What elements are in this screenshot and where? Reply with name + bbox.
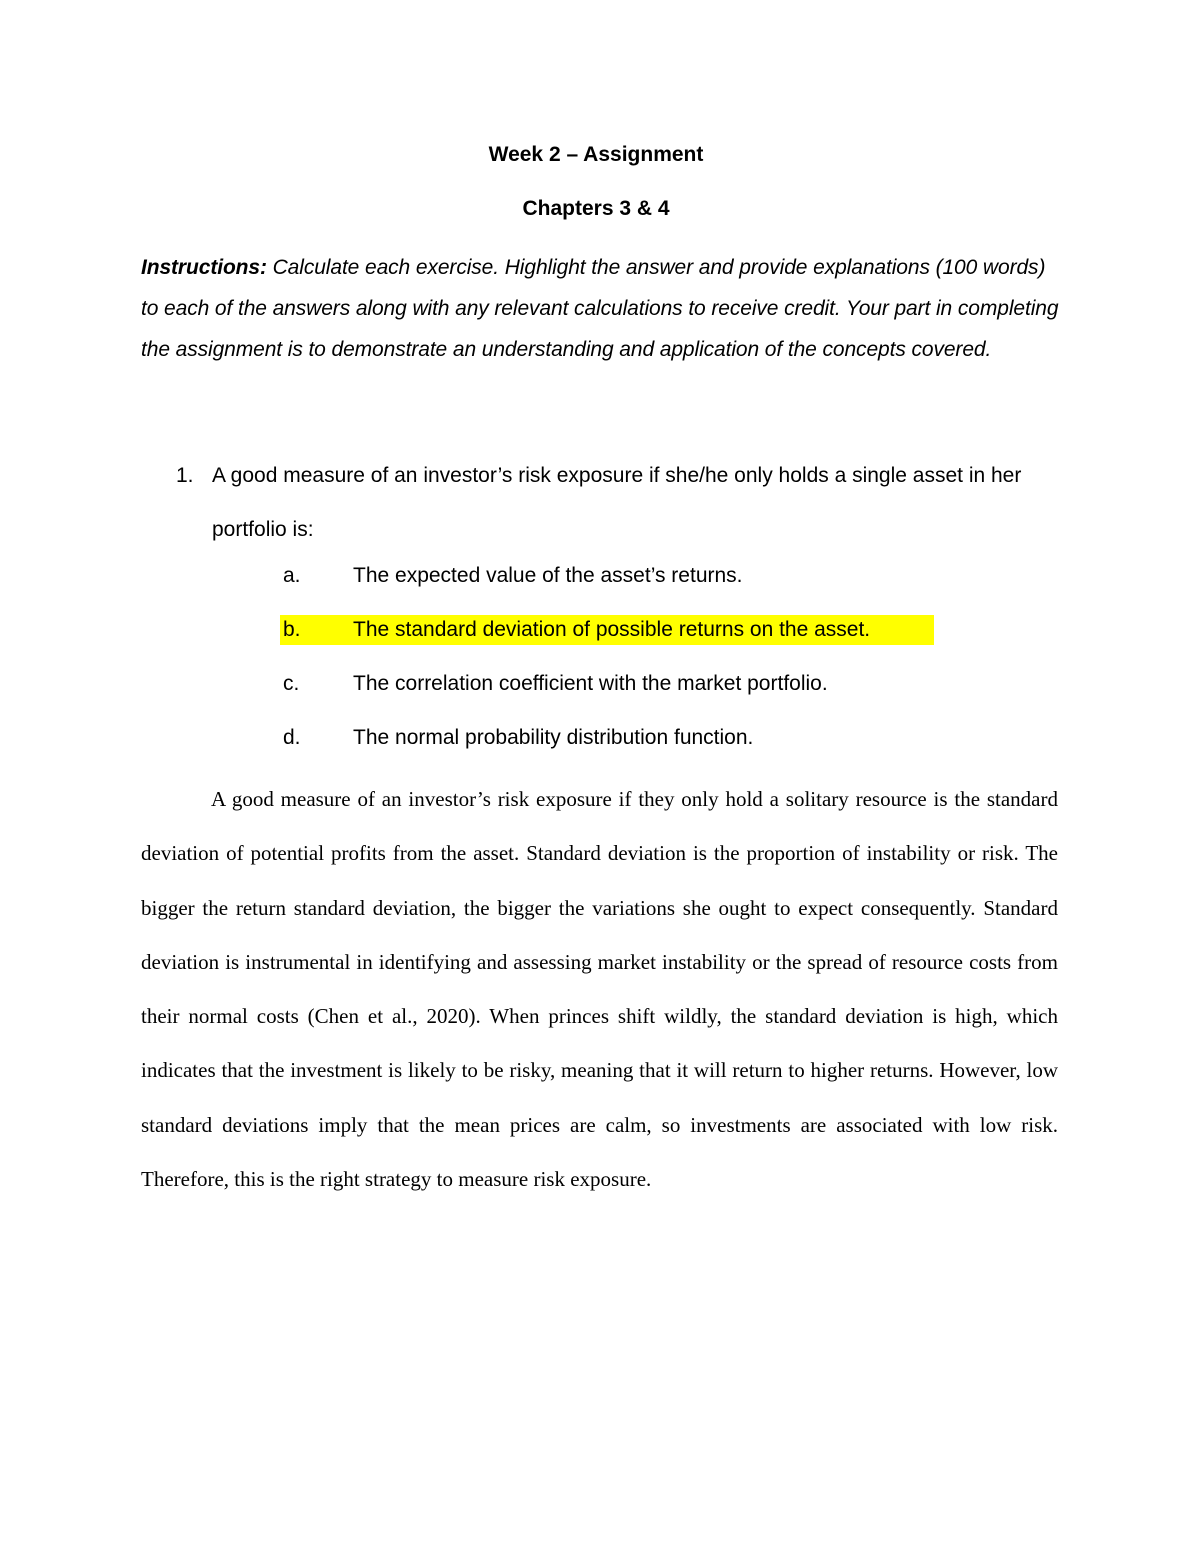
instructions-paragraph <box>141 247 1061 370</box>
option-letter: d. <box>283 726 301 749</box>
option-text: The standard deviation of possible returns on the asset. <box>353 618 871 641</box>
instructions-text: Calculate each exercise. Highlight the answer and provide explanations (100 words) to each of the answers along with any relevant calculations to receive credit. Your part in completing the assignment is to demonstrate an understanding and application of the concepts covered. <box>141 256 1059 361</box>
instructions-label: Instructions: <box>141 256 267 279</box>
question-text: A good measure of an investor’s risk exposure if she/he only holds a single asset in her portfolio is: <box>212 464 1022 541</box>
option-text: The expected value of the asset’s returns. <box>353 564 743 587</box>
option-letter: c. <box>283 672 300 695</box>
answer-explanation: A good measure of an investor’s risk exposure if they only hold a solitary resource is the standard deviation of potential profits from the asset. Standard deviation is the proportion of instability or risk. The bigger the return standard deviation, the bigger the variations she ought to expect consequently. Standard deviation is instrumental in identifying and assessing market instability or the spread of resource costs from their normal costs (Chen et al., 2020). When princes shift wildly, the standard deviation is high, which indicates that the investment is likely to be risky, meaning that it will return to higher returns. However, low standard deviations imply that the mean prices are calm, so investments are associated with low risk. Therefore, this is the right strategy to measure risk exposure. <box>141 787 1058 1192</box>
document-subtitle: Chapters 3 & 4 <box>522 197 670 220</box>
option-letter: a. <box>283 564 301 587</box>
option-text: The correlation coefficient with the market portfolio. <box>353 672 828 695</box>
document-title: Week 2 – Assignment <box>488 143 704 166</box>
option-letter: b. <box>283 618 301 641</box>
question-number: 1. <box>176 464 194 487</box>
option-text: The normal probability distribution function. <box>353 726 754 749</box>
